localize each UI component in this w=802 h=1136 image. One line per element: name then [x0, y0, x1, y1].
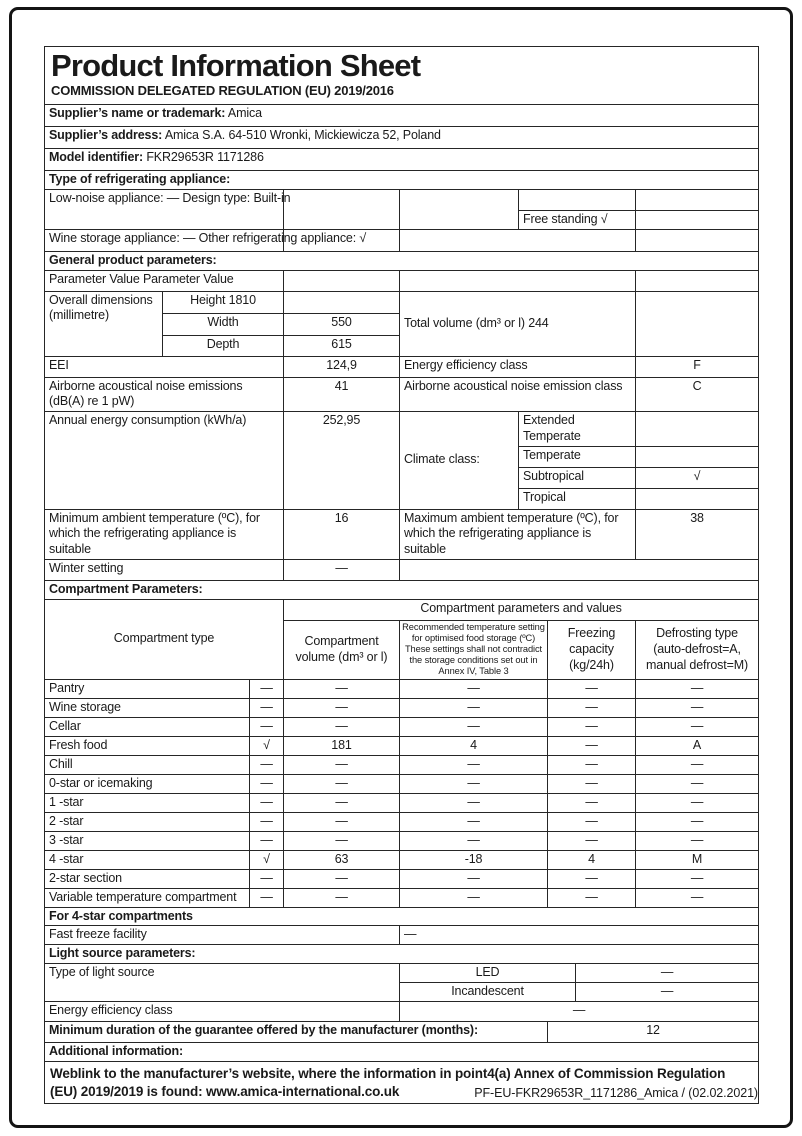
compartment-defrost: — [636, 755, 759, 774]
low-noise-design-cell [45, 189, 291, 229]
energy-class-value: F [636, 356, 759, 377]
general-section-header: General product parameters: [45, 251, 759, 270]
model-identifier-label: Model identifier: [49, 149, 143, 164]
compartment-defrost: — [636, 717, 759, 736]
width-label: Width [163, 313, 284, 335]
led-label: LED [400, 964, 576, 983]
compartment-row [45, 850, 759, 869]
compartment-freezing: — [548, 755, 636, 774]
compartment-freezing: — [548, 831, 636, 850]
climate-row-label: Temperate [519, 446, 636, 467]
compartment-freezing: — [548, 717, 636, 736]
compartment-volume: — [284, 698, 400, 717]
compartment-temp: — [400, 679, 548, 698]
compartment-row [45, 736, 759, 755]
empty-cell [400, 559, 759, 580]
compartment-mark: — [250, 774, 284, 793]
low-noise-design-text: Low-noise appliance: — Design type: Built-in [49, 190, 291, 205]
incandescent-label: Incandescent [400, 983, 576, 1002]
compartment-mark: — [250, 812, 284, 831]
climate-class-label: Climate class: [400, 412, 519, 510]
compartment-temp: — [400, 812, 548, 831]
compartment-label: Wine storage [45, 698, 250, 717]
height-label: Height 1810 [163, 291, 284, 313]
compartment-row [45, 793, 759, 812]
compartment-volume: — [284, 793, 400, 812]
compartment-mark: — [250, 679, 284, 698]
compartment-row [45, 812, 759, 831]
free-standing-cell [519, 210, 636, 229]
empty-cell [284, 270, 400, 291]
compartment-freezing: — [548, 679, 636, 698]
compartment-label: 3 -star [45, 831, 250, 850]
compartment-temp: — [400, 831, 548, 850]
noise-emissions-value: 41 [284, 377, 400, 412]
depth-label: Depth [163, 335, 284, 356]
compartment-volume: — [284, 869, 400, 888]
product-information-sheet [44, 46, 758, 1104]
compartment-defrost: — [636, 831, 759, 850]
four-star-section-header: For 4-star compartments [45, 907, 759, 926]
parameter-value-row: Parameter Value Parameter Value [45, 270, 284, 291]
model-identifier-row [45, 148, 759, 170]
led-value: — [576, 964, 759, 983]
compartment-label: Pantry [45, 679, 250, 698]
compartment-defrost: — [636, 774, 759, 793]
type-section-header: Type of refrigerating appliance: [45, 170, 759, 189]
compartment-volume: — [284, 888, 400, 907]
empty-cell [636, 229, 759, 251]
wine-storage-other-text: Wine storage appliance: — Other refrigerating appliance: √ [49, 230, 367, 245]
compartment-volume: — [284, 774, 400, 793]
climate-row-label: Extended Temperate [519, 412, 636, 447]
compartment-defrost: A [636, 736, 759, 755]
product-info-table [44, 46, 759, 1104]
climate-row-label: Subtropical [519, 467, 636, 488]
compartment-defrost: — [636, 793, 759, 812]
winter-setting-label: Winter setting [45, 559, 284, 580]
free-standing-text: Free standing √ [523, 211, 608, 226]
compartment-mark: — [250, 869, 284, 888]
annual-energy-value: 252,95 [284, 412, 400, 510]
noise-class-label: Airborne acoustical noise emission class [400, 377, 636, 412]
eei-value: 124,9 [284, 356, 400, 377]
noise-class-value: C [636, 377, 759, 412]
empty-cell [636, 291, 759, 356]
overall-dimensions-label: Overall dimensions (millimetre) [45, 291, 163, 356]
compartment-temp-header: Recommended temperature setting for optimised food storage (ºC) These settings shall not contradict the storage conditions set out in Annex IV, Table 3 [400, 620, 548, 679]
compartment-freezing: — [548, 774, 636, 793]
light-energy-class-label: Energy efficiency class [45, 1002, 400, 1022]
compartment-row [45, 831, 759, 850]
compartment-temp: — [400, 793, 548, 812]
supplier-name-label: Supplier’s name or trademark: [49, 105, 226, 120]
document-footer: PF-EU-FKR29653R_1171286_Amica / (02.02.2021) [474, 1086, 758, 1100]
wine-storage-other-cell [45, 229, 400, 251]
compartment-defrost: — [636, 869, 759, 888]
incandescent-value: — [576, 983, 759, 1002]
compartment-mark: √ [250, 736, 284, 755]
supplier-name-value: Amica [227, 105, 262, 120]
compartment-group-header: Compartment parameters and values [284, 599, 759, 620]
min-temp-value: 16 [284, 509, 400, 559]
compartment-volume: 63 [284, 850, 400, 869]
compartment-freezing: — [548, 698, 636, 717]
light-source-type-label: Type of light source [45, 964, 400, 1002]
compartment-temp: — [400, 869, 548, 888]
supplier-address-label: Supplier’s address: [49, 127, 163, 142]
compartment-row [45, 698, 759, 717]
compartment-row [45, 888, 759, 907]
compartment-freezing: — [548, 812, 636, 831]
compartment-mark: — [250, 888, 284, 907]
compartment-temp: — [400, 717, 548, 736]
empty-cell [519, 189, 636, 210]
compartment-mark: — [250, 717, 284, 736]
compartment-label: 2-star section [45, 869, 250, 888]
compartment-temp: — [400, 774, 548, 793]
model-identifier-value: FKR29653R 1171286 [146, 149, 264, 164]
page-title: Product Information Sheet [51, 48, 421, 83]
width-value: 550 [284, 313, 400, 335]
compartment-label: Chill [45, 755, 250, 774]
compartment-freezing: 4 [548, 850, 636, 869]
climate-row-label: Tropical [519, 488, 636, 509]
compartment-volume: — [284, 679, 400, 698]
depth-value: 615 [284, 335, 400, 356]
compartment-label: Cellar [45, 717, 250, 736]
cell-divider-line [283, 229, 284, 252]
energy-class-label: Energy efficiency class [400, 356, 636, 377]
compartment-defrost-header: Defrosting type (auto-defrost=A, manual defrost=M) [636, 620, 759, 679]
guarantee-value: 12 [548, 1022, 759, 1043]
compartment-temp: 4 [400, 736, 548, 755]
compartment-freezing: — [548, 736, 636, 755]
compartment-row [45, 869, 759, 888]
compartment-defrost: — [636, 812, 759, 831]
compartment-temp: -18 [400, 850, 548, 869]
compartment-temp: — [400, 755, 548, 774]
compartment-volume: — [284, 717, 400, 736]
empty-cell [636, 189, 759, 210]
compartment-freezing: — [548, 888, 636, 907]
empty-cell [636, 210, 759, 229]
compartment-defrost: — [636, 679, 759, 698]
compartment-type-header: Compartment type [45, 599, 284, 679]
compartment-row [45, 755, 759, 774]
compartment-freezing-header: Freezing capacity (kg/24h) [548, 620, 636, 679]
min-temp-label: Minimum ambient temperature (ºC), for which the refrigerating appliance is suitable [45, 509, 284, 559]
empty-cell [400, 189, 519, 229]
weblink-text: Weblink to the manufacturer’s website, where the information in point4(a) Annex of Commission Regulation (EU) 2019/2019 is found: www.amica-international.co.uk [45, 1062, 759, 1104]
noise-emissions-label: Airborne acoustical noise emissions (dB(A) re 1 pW) [45, 377, 284, 412]
compartment-label: 0-star or icemaking [45, 774, 250, 793]
climate-row-mark [636, 488, 759, 509]
compartment-label: 2 -star [45, 812, 250, 831]
compartment-volume: — [284, 831, 400, 850]
guarantee-label: Minimum duration of the guarantee offered by the manufacturer (months): [45, 1022, 548, 1043]
compartment-temp: — [400, 698, 548, 717]
compartment-label: 1 -star [45, 793, 250, 812]
compartment-mark: — [250, 793, 284, 812]
climate-row-mark [636, 412, 759, 447]
empty-cell [636, 270, 759, 291]
supplier-address-row [45, 126, 759, 148]
compartment-freezing: — [548, 793, 636, 812]
climate-row-mark: √ [636, 467, 759, 488]
compartment-mark: — [250, 831, 284, 850]
compartment-mark: — [250, 698, 284, 717]
compartment-volume: — [284, 812, 400, 831]
compartment-mark: — [250, 755, 284, 774]
compartment-volume-header: Compartment volume (dm³ or l) [284, 620, 400, 679]
compartment-label: Variable temperature compartment [45, 888, 250, 907]
fast-freeze-label: Fast freeze facility [45, 926, 400, 945]
title-block [45, 47, 759, 105]
compartment-row [45, 717, 759, 736]
compartment-mark: √ [250, 850, 284, 869]
compartment-volume: 181 [284, 736, 400, 755]
compartment-freezing: — [548, 869, 636, 888]
total-volume-cell: Total volume (dm³ or l) 244 [400, 291, 636, 356]
max-temp-value: 38 [636, 509, 759, 559]
climate-row-mark [636, 446, 759, 467]
empty-cell [400, 229, 636, 251]
page-subtitle: COMMISSION DELEGATED REGULATION (EU) 2019/2016 [51, 83, 394, 99]
supplier-address-value: Amica S.A. 64-510 Wronki, Mickiewicza 52, Poland [164, 127, 441, 142]
compartment-temp: — [400, 888, 548, 907]
height-value [284, 291, 400, 313]
light-energy-class-value: — [400, 1002, 759, 1022]
compartment-label: 4 -star [45, 850, 250, 869]
fast-freeze-value: — [400, 926, 759, 945]
compartment-volume: — [284, 755, 400, 774]
compartment-defrost: — [636, 698, 759, 717]
compartment-label: Fresh food [45, 736, 250, 755]
compartment-defrost: — [636, 888, 759, 907]
supplier-name-row [45, 104, 759, 126]
compartment-defrost: M [636, 850, 759, 869]
compartment-row [45, 774, 759, 793]
annual-energy-label: Annual energy consumption (kWh/a) [45, 412, 284, 510]
max-temp-label: Maximum ambient temperature (ºC), for which the refrigerating appliance is suitable [400, 509, 636, 559]
compartments-section-header: Compartment Parameters: [45, 580, 759, 599]
empty-cell [284, 189, 400, 229]
light-source-section-header: Light source parameters: [45, 945, 759, 964]
empty-cell [400, 270, 636, 291]
winter-setting-value: — [284, 559, 400, 580]
eei-label: EEI [45, 356, 284, 377]
compartment-row [45, 679, 759, 698]
additional-section-header: Additional information: [45, 1043, 759, 1062]
